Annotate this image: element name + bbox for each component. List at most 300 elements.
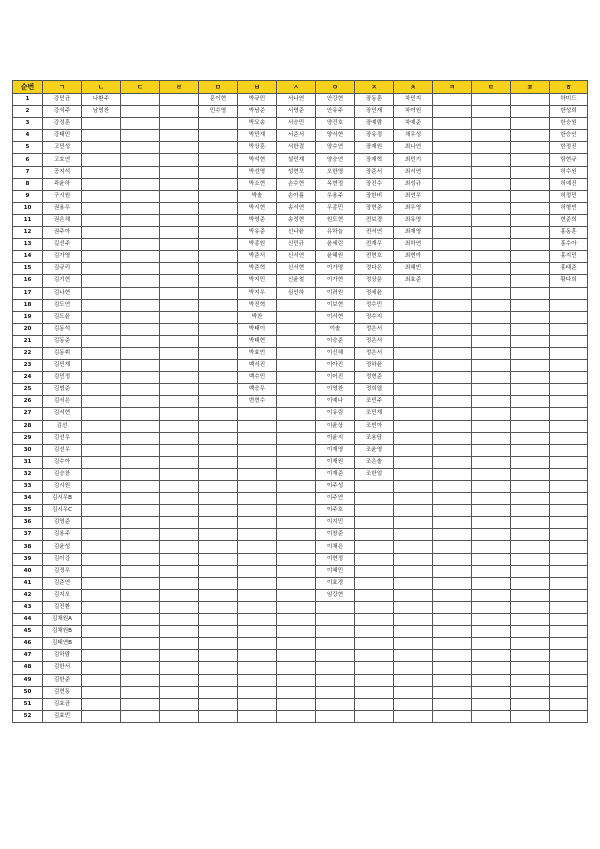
table-row bbox=[13, 263, 588, 275]
name-cell bbox=[121, 662, 160, 674]
table-row bbox=[13, 214, 588, 226]
name-cell: 김기현 bbox=[43, 275, 82, 287]
name-cell bbox=[433, 444, 472, 456]
row-number-cell: 44 bbox=[13, 614, 43, 626]
table-row bbox=[13, 553, 588, 565]
name-cell bbox=[511, 166, 550, 178]
name-cell bbox=[160, 396, 199, 408]
name-cell bbox=[355, 481, 394, 493]
name-cell bbox=[199, 130, 238, 142]
name-cell bbox=[199, 565, 238, 577]
name-cell: 성현모 bbox=[277, 166, 316, 178]
name-cell bbox=[238, 468, 277, 480]
name-cell bbox=[199, 118, 238, 130]
header-cell-consonant: ㅅ bbox=[277, 81, 316, 94]
row-number-cell: 10 bbox=[13, 202, 43, 214]
name-cell: 최혜빈 bbox=[394, 263, 433, 275]
name-cell: 김동석 bbox=[43, 323, 82, 335]
name-cell bbox=[433, 118, 472, 130]
name-cell: 양건호 bbox=[316, 118, 355, 130]
name-cell bbox=[394, 456, 433, 468]
name-cell bbox=[394, 589, 433, 601]
name-cell bbox=[355, 650, 394, 662]
name-cell bbox=[82, 360, 121, 372]
name-cell bbox=[277, 481, 316, 493]
name-cell: 김효균 bbox=[43, 698, 82, 710]
name-cell: 정은서 bbox=[355, 347, 394, 359]
name-cell bbox=[277, 468, 316, 480]
name-cell: 곽윤하 bbox=[43, 178, 82, 190]
name-cell bbox=[355, 674, 394, 686]
name-cell bbox=[433, 360, 472, 372]
name-cell: 박진혁 bbox=[238, 299, 277, 311]
row-number-cell: 32 bbox=[13, 468, 43, 480]
name-cell bbox=[394, 420, 433, 432]
name-cell bbox=[160, 214, 199, 226]
name-cell bbox=[550, 529, 588, 541]
name-cell bbox=[238, 432, 277, 444]
name-cell bbox=[238, 529, 277, 541]
row-number-cell: 52 bbox=[13, 710, 43, 722]
header-cell-consonant: ㄷ bbox=[121, 81, 160, 94]
name-cell: 전서연 bbox=[355, 227, 394, 239]
name-cell bbox=[121, 118, 160, 130]
name-cell bbox=[82, 214, 121, 226]
name-cell bbox=[238, 444, 277, 456]
name-cell: 이승준 bbox=[316, 335, 355, 347]
name-cell bbox=[199, 710, 238, 722]
name-cell: 정다은 bbox=[355, 263, 394, 275]
name-cell bbox=[394, 360, 433, 372]
name-cell: 임강현 bbox=[316, 589, 355, 601]
name-cell bbox=[82, 299, 121, 311]
name-cell: 백서진 bbox=[238, 360, 277, 372]
name-cell: 박지민 bbox=[238, 275, 277, 287]
row-number-cell: 6 bbox=[13, 154, 43, 166]
name-cell: 전현호 bbox=[355, 251, 394, 263]
name-cell bbox=[199, 626, 238, 638]
name-cell: 홍수아 bbox=[550, 239, 588, 251]
table-row bbox=[13, 468, 588, 480]
name-cell bbox=[472, 481, 511, 493]
name-cell bbox=[121, 372, 160, 384]
name-cell bbox=[121, 650, 160, 662]
name-cell bbox=[472, 94, 511, 106]
header-cell-consonant: ㅊ bbox=[394, 81, 433, 94]
row-number-cell: 16 bbox=[13, 275, 43, 287]
name-cell bbox=[550, 517, 588, 529]
name-cell: 홍지민 bbox=[550, 251, 588, 263]
name-cell: 이솔 bbox=[316, 323, 355, 335]
name-cell bbox=[238, 481, 277, 493]
name-cell bbox=[121, 396, 160, 408]
name-cell bbox=[82, 154, 121, 166]
name-cell bbox=[277, 335, 316, 347]
name-cell bbox=[433, 323, 472, 335]
name-cell bbox=[238, 565, 277, 577]
name-cell: 박솔 bbox=[238, 190, 277, 202]
name-cell bbox=[238, 517, 277, 529]
name-cell: 김동준 bbox=[43, 335, 82, 347]
row-number-cell: 29 bbox=[13, 432, 43, 444]
table-header bbox=[13, 81, 588, 94]
name-cell bbox=[199, 323, 238, 335]
name-cell: 민수영 bbox=[199, 106, 238, 118]
name-cell bbox=[121, 360, 160, 372]
name-cell bbox=[550, 420, 588, 432]
name-cell: 정은서 bbox=[355, 335, 394, 347]
name-cell bbox=[199, 372, 238, 384]
table-row bbox=[13, 577, 588, 589]
name-cell bbox=[238, 614, 277, 626]
name-cell bbox=[472, 408, 511, 420]
name-cell bbox=[394, 299, 433, 311]
name-cell bbox=[277, 614, 316, 626]
name-cell bbox=[433, 372, 472, 384]
table-row bbox=[13, 420, 588, 432]
table-row bbox=[13, 601, 588, 613]
name-cell bbox=[433, 299, 472, 311]
name-cell bbox=[433, 214, 472, 226]
table-row bbox=[13, 360, 588, 372]
name-cell bbox=[511, 178, 550, 190]
name-cell: 김선우 bbox=[43, 432, 82, 444]
name-cell: 김진환 bbox=[43, 601, 82, 613]
table-row bbox=[13, 662, 588, 674]
name-cell bbox=[511, 372, 550, 384]
name-cell bbox=[355, 493, 394, 505]
header-cell-consonant: ㅂ bbox=[238, 81, 277, 94]
name-cell bbox=[394, 335, 433, 347]
name-cell bbox=[160, 589, 199, 601]
name-cell: 나환주 bbox=[82, 94, 121, 106]
name-cell bbox=[394, 650, 433, 662]
name-cell: 김시우B bbox=[43, 493, 82, 505]
name-cell: 김정우 bbox=[43, 565, 82, 577]
name-cell bbox=[472, 178, 511, 190]
name-cell: 정희열 bbox=[355, 384, 394, 396]
name-cell: 함현규 bbox=[550, 154, 588, 166]
table-row bbox=[13, 190, 588, 202]
name-cell bbox=[511, 626, 550, 638]
row-number-cell: 21 bbox=[13, 335, 43, 347]
name-cell bbox=[472, 432, 511, 444]
table-row bbox=[13, 323, 588, 335]
row-number-cell: 48 bbox=[13, 662, 43, 674]
name-cell: 박석현 bbox=[238, 154, 277, 166]
name-cell bbox=[121, 577, 160, 589]
name-cell bbox=[433, 420, 472, 432]
name-cell bbox=[121, 529, 160, 541]
name-cell bbox=[121, 468, 160, 480]
name-cell bbox=[472, 662, 511, 674]
name-cell: 정세윤 bbox=[355, 287, 394, 299]
name-cell bbox=[550, 614, 588, 626]
name-cell bbox=[82, 468, 121, 480]
name-cell bbox=[472, 650, 511, 662]
name-cell: 박태현 bbox=[238, 335, 277, 347]
name-cell bbox=[472, 626, 511, 638]
name-cell: 최나연 bbox=[394, 142, 433, 154]
name-cell bbox=[82, 541, 121, 553]
name-cell bbox=[511, 517, 550, 529]
table-row bbox=[13, 529, 588, 541]
name-cell bbox=[238, 686, 277, 698]
name-cell bbox=[277, 432, 316, 444]
table-row bbox=[13, 565, 588, 577]
name-cell: 김지오 bbox=[43, 589, 82, 601]
name-cell: 설민재 bbox=[277, 154, 316, 166]
name-cell bbox=[82, 227, 121, 239]
name-cell: 박상훈 bbox=[238, 142, 277, 154]
name-cell: 조민재 bbox=[355, 408, 394, 420]
name-cell bbox=[160, 166, 199, 178]
row-number-cell: 12 bbox=[13, 227, 43, 239]
header-cell-number: 순번 bbox=[13, 81, 43, 94]
name-cell bbox=[511, 299, 550, 311]
name-cell: 장준서 bbox=[355, 166, 394, 178]
header-cell-consonant: ㅁ bbox=[199, 81, 238, 94]
name-cell bbox=[82, 432, 121, 444]
name-cell: 정은서 bbox=[355, 323, 394, 335]
name-cell bbox=[121, 553, 160, 565]
table-row bbox=[13, 638, 588, 650]
header-cell-consonant: ㅌ bbox=[472, 81, 511, 94]
name-cell bbox=[511, 589, 550, 601]
name-cell bbox=[511, 420, 550, 432]
name-cell bbox=[433, 275, 472, 287]
name-roster-table bbox=[12, 80, 588, 723]
name-cell: 박효빈 bbox=[238, 347, 277, 359]
name-cell bbox=[355, 638, 394, 650]
name-cell: 최연우 bbox=[394, 190, 433, 202]
name-cell: 권주아 bbox=[43, 227, 82, 239]
name-cell bbox=[550, 577, 588, 589]
name-cell bbox=[511, 347, 550, 359]
table-row bbox=[13, 626, 588, 638]
name-cell bbox=[121, 565, 160, 577]
name-cell: 김선 bbox=[43, 420, 82, 432]
name-cell bbox=[238, 674, 277, 686]
name-cell bbox=[433, 311, 472, 323]
row-number-cell: 33 bbox=[13, 481, 43, 493]
name-cell bbox=[433, 553, 472, 565]
row-number-cell: 41 bbox=[13, 577, 43, 589]
name-cell: 손수현 bbox=[277, 178, 316, 190]
name-cell bbox=[277, 444, 316, 456]
name-cell bbox=[82, 589, 121, 601]
table-row bbox=[13, 202, 588, 214]
name-cell: 이주연 bbox=[316, 493, 355, 505]
name-cell bbox=[472, 311, 511, 323]
name-cell: 박묘송 bbox=[238, 118, 277, 130]
name-cell bbox=[277, 372, 316, 384]
name-cell bbox=[316, 686, 355, 698]
name-cell bbox=[472, 214, 511, 226]
name-cell: 공지석 bbox=[43, 166, 82, 178]
name-cell: 신윤철 bbox=[277, 275, 316, 287]
name-cell bbox=[82, 638, 121, 650]
name-cell: 조용담 bbox=[355, 432, 394, 444]
table-row bbox=[13, 650, 588, 662]
name-cell bbox=[355, 614, 394, 626]
row-number-cell: 26 bbox=[13, 396, 43, 408]
header-cell-consonant: ㅈ bbox=[355, 81, 394, 94]
name-cell: 송서연 bbox=[277, 202, 316, 214]
name-cell bbox=[82, 178, 121, 190]
name-cell bbox=[277, 408, 316, 420]
name-cell bbox=[238, 541, 277, 553]
name-cell bbox=[160, 130, 199, 142]
name-cell: 윤혜원 bbox=[316, 251, 355, 263]
name-cell: 김효빈 bbox=[43, 710, 82, 722]
name-cell bbox=[121, 614, 160, 626]
name-cell bbox=[394, 626, 433, 638]
name-cell bbox=[277, 456, 316, 468]
name-cell bbox=[433, 130, 472, 142]
name-cell: 이가현 bbox=[316, 275, 355, 287]
name-cell bbox=[550, 323, 588, 335]
name-cell bbox=[550, 372, 588, 384]
name-cell bbox=[472, 577, 511, 589]
table-row bbox=[13, 493, 588, 505]
name-cell bbox=[82, 698, 121, 710]
name-cell: 정현준 bbox=[355, 372, 394, 384]
name-cell bbox=[238, 420, 277, 432]
header-row bbox=[13, 81, 588, 94]
name-cell bbox=[121, 227, 160, 239]
name-cell: 김선우 bbox=[43, 444, 82, 456]
name-cell bbox=[433, 614, 472, 626]
table-row bbox=[13, 372, 588, 384]
name-cell bbox=[121, 674, 160, 686]
name-cell bbox=[511, 614, 550, 626]
name-cell bbox=[550, 541, 588, 553]
name-cell bbox=[511, 662, 550, 674]
header-cell-consonant: ㄱ bbox=[43, 81, 82, 94]
name-cell bbox=[199, 662, 238, 674]
name-cell: 김한준 bbox=[43, 674, 82, 686]
name-cell bbox=[160, 698, 199, 710]
name-cell: 장예람 bbox=[355, 118, 394, 130]
name-cell bbox=[472, 335, 511, 347]
name-cell bbox=[277, 323, 316, 335]
name-cell bbox=[199, 227, 238, 239]
name-cell bbox=[511, 432, 550, 444]
name-cell bbox=[121, 214, 160, 226]
name-cell bbox=[355, 710, 394, 722]
row-number-cell: 19 bbox=[13, 311, 43, 323]
name-cell bbox=[394, 481, 433, 493]
name-cell bbox=[433, 190, 472, 202]
name-cell bbox=[511, 335, 550, 347]
row-number-cell: 8 bbox=[13, 178, 43, 190]
row-number-cell: 36 bbox=[13, 517, 43, 529]
name-cell bbox=[121, 166, 160, 178]
row-number-cell: 47 bbox=[13, 650, 43, 662]
name-cell bbox=[550, 311, 588, 323]
name-cell bbox=[121, 686, 160, 698]
name-cell bbox=[82, 142, 121, 154]
name-cell bbox=[511, 408, 550, 420]
name-cell bbox=[238, 577, 277, 589]
header-cell-consonant: ㅇ bbox=[316, 81, 355, 94]
name-cell bbox=[472, 299, 511, 311]
name-cell bbox=[82, 130, 121, 142]
name-cell: 전재우 bbox=[355, 239, 394, 251]
name-cell: 이윤상 bbox=[316, 420, 355, 432]
name-cell: 최효준 bbox=[394, 275, 433, 287]
table-row bbox=[13, 106, 588, 118]
name-cell: 정하윤 bbox=[355, 360, 394, 372]
name-cell bbox=[238, 408, 277, 420]
header-cell-consonant: ㄴ bbox=[82, 81, 121, 94]
name-cell: 정상운 bbox=[355, 275, 394, 287]
name-cell: 양서현 bbox=[316, 130, 355, 142]
name-cell: 박태이 bbox=[238, 323, 277, 335]
name-cell bbox=[433, 493, 472, 505]
name-cell bbox=[82, 263, 121, 275]
name-cell bbox=[511, 601, 550, 613]
name-cell: 장진수 bbox=[355, 178, 394, 190]
name-cell bbox=[550, 347, 588, 359]
name-cell bbox=[121, 698, 160, 710]
name-cell bbox=[82, 529, 121, 541]
name-cell: 강정훈 bbox=[43, 118, 82, 130]
name-cell: 송정현 bbox=[277, 214, 316, 226]
table-row bbox=[13, 275, 588, 287]
name-cell bbox=[550, 638, 588, 650]
name-cell: 장현준 bbox=[355, 202, 394, 214]
name-cell bbox=[472, 589, 511, 601]
name-cell bbox=[511, 251, 550, 263]
name-cell bbox=[472, 130, 511, 142]
name-cell bbox=[121, 142, 160, 154]
name-cell bbox=[433, 686, 472, 698]
name-cell bbox=[82, 662, 121, 674]
name-cell: 김이강 bbox=[43, 553, 82, 565]
name-cell bbox=[82, 493, 121, 505]
name-cell bbox=[238, 601, 277, 613]
name-cell: 옥현정 bbox=[316, 178, 355, 190]
name-cell bbox=[433, 456, 472, 468]
name-cell bbox=[160, 420, 199, 432]
name-cell bbox=[394, 347, 433, 359]
table-row bbox=[13, 178, 588, 190]
name-cell bbox=[238, 650, 277, 662]
name-cell bbox=[472, 710, 511, 722]
name-cell bbox=[355, 553, 394, 565]
name-cell: 김도윤 bbox=[43, 311, 82, 323]
name-cell bbox=[394, 565, 433, 577]
name-cell bbox=[160, 118, 199, 130]
name-cell bbox=[472, 444, 511, 456]
name-cell bbox=[82, 420, 121, 432]
row-number-cell: 49 bbox=[13, 674, 43, 686]
name-cell bbox=[121, 335, 160, 347]
name-cell: 박민재 bbox=[238, 130, 277, 142]
name-cell bbox=[82, 251, 121, 263]
table-row bbox=[13, 517, 588, 529]
name-cell bbox=[433, 529, 472, 541]
name-cell bbox=[433, 166, 472, 178]
row-number-cell: 27 bbox=[13, 408, 43, 420]
name-cell bbox=[433, 577, 472, 589]
table-row bbox=[13, 505, 588, 517]
name-cell bbox=[355, 577, 394, 589]
name-cell bbox=[511, 263, 550, 275]
name-cell bbox=[238, 662, 277, 674]
